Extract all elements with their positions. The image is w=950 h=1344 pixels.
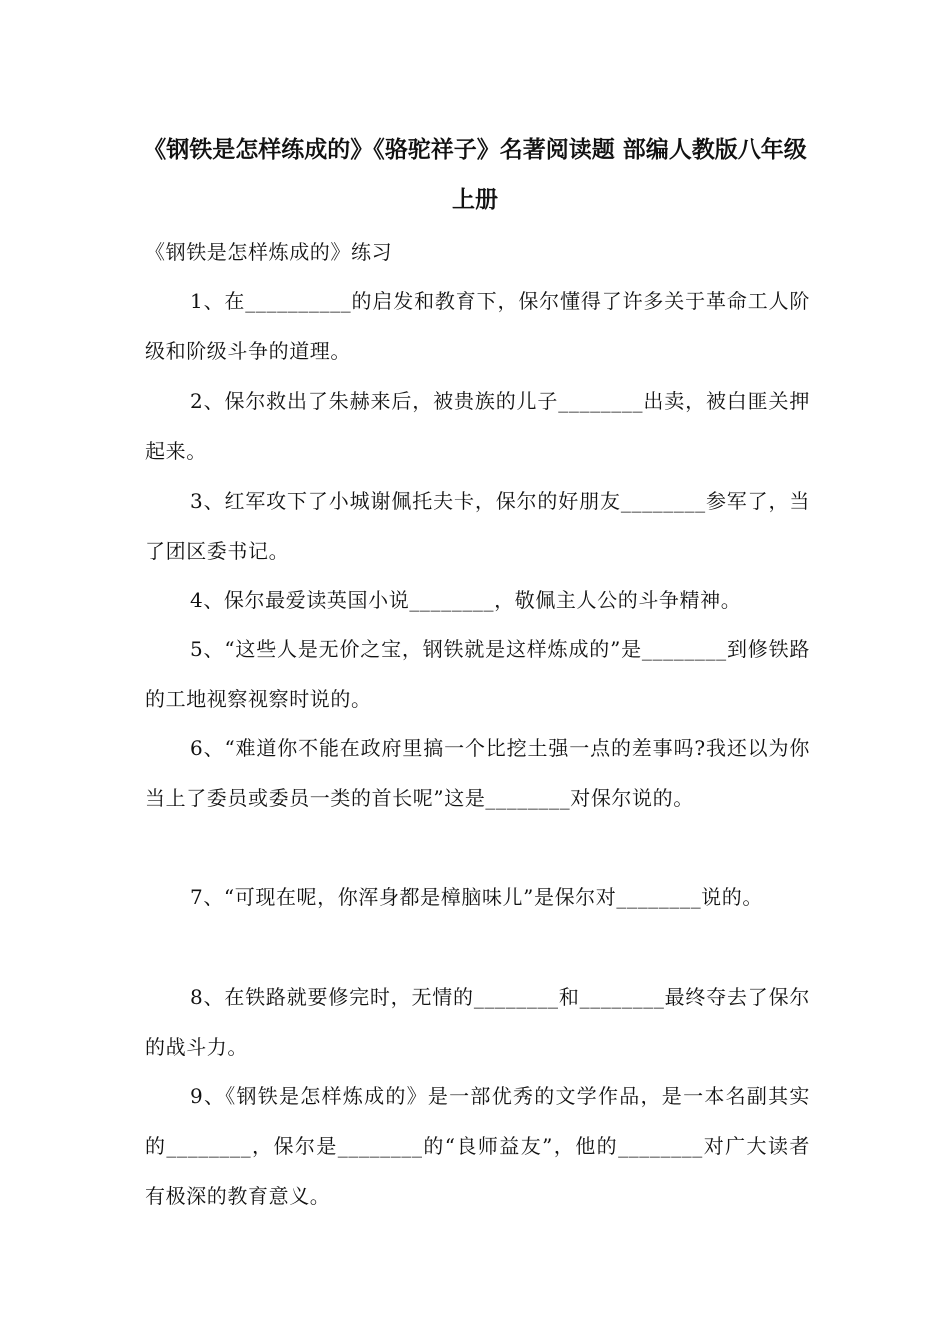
question-5-text: 5、“这些人是无价之宝，钢铁就是这样炼成的”是________到修铁路的工地视察视察时说的。 [145, 637, 810, 711]
question-4 [145, 575, 810, 625]
document-title-line-2: 上册 [452, 187, 498, 213]
question-1-text: 1、在__________的启发和教育下，保尔懂得了许多关于革命工人阶级和阶级斗争的道理。 [145, 289, 810, 363]
question-9 [145, 1071, 810, 1221]
question-8-text: 8、在铁路就要修完时，无情的________和________最终夺去了保尔的战斗力。 [145, 985, 810, 1059]
question-2-text: 2、保尔救出了朱赫来后，被贵族的儿子________出卖，被白匪关押起来。 [145, 389, 810, 463]
question-7 [145, 872, 810, 922]
question-6 [145, 723, 810, 823]
section-heading: 《钢铁是怎样炼成的》练习 [145, 240, 393, 264]
question-8 [145, 972, 810, 1072]
question-1 [145, 276, 810, 376]
question-4-text: 4、保尔最爱读英国小说________，敬佩主人公的斗争精神。 [190, 588, 742, 612]
document-title-line-1: 《钢铁是怎样练成的》《骆驼祥子》名著阅读题 部编人教版八年级 [143, 137, 807, 163]
question-6-text: 6、“难道你不能在政府里搞一个比挖土强一点的差事吗?我还以为你当上了委员或委员一类的首长呢”这是________对保尔说的。 [145, 736, 810, 810]
question-3 [145, 476, 810, 576]
question-9-text: 9、《钢铁是怎样炼成的》是一部优秀的文学作品，是一本名副其实的________，保尔是________的“良师益友”，他的________对广大读者有极深的教育意义。 [145, 1084, 810, 1208]
question-3-text: 3、红军攻下了小城谢佩托夫卡，保尔的好朋友________参军了，当了团区委书记。 [145, 489, 810, 563]
question-5 [145, 624, 810, 724]
question-2 [145, 376, 810, 476]
question-7-text: 7、“可现在呢，你浑身都是樟脑味儿”是保尔对________说的。 [190, 885, 763, 909]
